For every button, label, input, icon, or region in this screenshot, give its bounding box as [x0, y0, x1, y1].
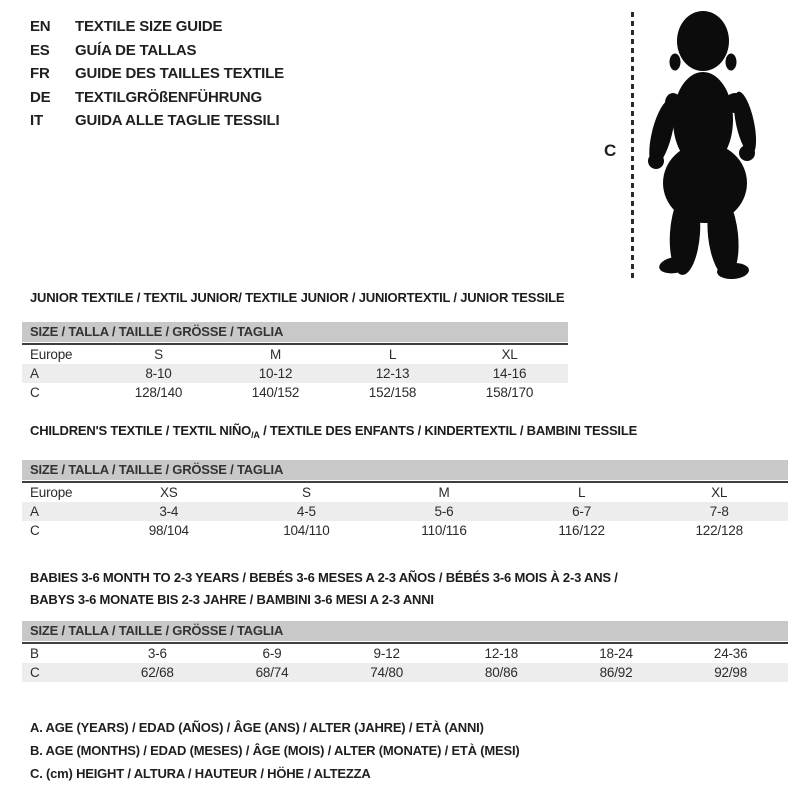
- lang-row-it: [30, 109, 284, 133]
- guide-title: GUÍA DE TALLAS: [75, 41, 197, 59]
- junior-size-table: [22, 322, 568, 402]
- babies-title-line2: BABYS 3-6 MONATE BIS 2-3 JAHRE / BAMBINI 3-6 MESI A 2-3 ANNI: [30, 592, 434, 607]
- table-cell: 104/110: [283, 523, 330, 538]
- row-label: C: [30, 385, 40, 400]
- guide-title: TEXTILE SIZE GUIDE: [75, 18, 223, 35]
- children-title-sub: /A: [251, 430, 260, 440]
- table-row-height: [22, 663, 788, 682]
- language-title-block: [30, 15, 284, 133]
- babies-title-line1: BABIES 3-6 MONTH TO 2-3 YEARS / BEBÉS 3-6 MESES A 2-3 AÑOS / BÉBÉS 3-6 MOIS À 2-3 ANS /: [30, 570, 618, 585]
- table-cell: 4-5: [296, 504, 316, 519]
- junior-section-title: JUNIOR TEXTILE / TEXTIL JUNIOR/ TEXTILE JUNIOR / JUNIORTEXTIL / JUNIOR TESSILE: [30, 290, 565, 305]
- table-cell: 128/140: [134, 385, 183, 400]
- table-cell: 10-12: [258, 366, 293, 381]
- table-cell: 6-9: [262, 646, 282, 661]
- lang-code: FR: [30, 65, 50, 82]
- table-cell: 80/86: [484, 665, 518, 680]
- children-title-post: / TEXTILE DES ENFANTS / KINDERTEXTIL / BAMBINI TESSILE: [259, 423, 638, 438]
- table-cell: S: [154, 347, 163, 362]
- table-cell: 62/68: [140, 665, 174, 680]
- table-cell: 122/128: [695, 523, 743, 538]
- table-cell: 9-12: [373, 646, 400, 661]
- table-cell: 24-36: [713, 646, 748, 661]
- table-row-height: [22, 521, 788, 540]
- babies-size-table: [22, 621, 788, 682]
- lang-code: IT: [30, 112, 43, 129]
- lang-row-de: [30, 86, 284, 110]
- table-cell: 5-6: [434, 504, 454, 519]
- guide-title: GUIDA ALLE TAGLIE TESSILI: [75, 112, 280, 129]
- table-row-europe: [22, 483, 788, 502]
- table-cell: 7-8: [709, 504, 729, 519]
- row-label: A: [30, 366, 39, 381]
- table-cell: XL: [501, 347, 518, 362]
- table-cell: 140/152: [251, 385, 300, 400]
- lang-code: EN: [30, 18, 51, 35]
- children-title-pre: CHILDREN'S TEXTILE / TEXTIL NIÑO: [30, 423, 252, 438]
- table-cell: 8-10: [145, 366, 172, 381]
- table-row-europe: [22, 345, 568, 364]
- table-cell: L: [388, 347, 397, 362]
- table-cell: M: [438, 485, 450, 500]
- table-cell: XL: [711, 485, 728, 500]
- table-cell: 158/170: [485, 385, 534, 400]
- row-label: C: [30, 523, 40, 538]
- lang-code: ES: [30, 41, 50, 59]
- table-cell: 6-7: [572, 504, 592, 519]
- table-cell: 116/122: [558, 523, 605, 538]
- guide-title: TEXTILGRÖßENFÜHRUNG: [75, 88, 263, 106]
- table-row-height: [22, 383, 568, 402]
- children-section-title: [30, 423, 637, 440]
- table-cell: 86/92: [599, 665, 633, 680]
- table-cell: 98/104: [148, 523, 189, 538]
- legend-age-months: B. AGE (MONTHS) / EDAD (MESES) / ÂGE (MOIS) / ALTER (MONATE) / ETÀ (MESI): [30, 743, 520, 758]
- table-cell: XS: [159, 485, 178, 500]
- row-label: C: [30, 665, 40, 680]
- toddler-silhouette: [645, 8, 761, 282]
- table-row-age: [22, 502, 788, 521]
- table-cell: M: [269, 347, 282, 362]
- lang-row-en: [30, 15, 284, 39]
- row-label: B: [30, 646, 39, 661]
- measure-legend: [30, 716, 520, 785]
- table-cell: 18-24: [599, 646, 633, 661]
- row-label: A: [30, 504, 39, 519]
- row-label: Europe: [30, 347, 73, 362]
- size-header-bar: SIZE / TALLA / TAILLE / GRÖSSE / TAGLIA: [22, 322, 568, 342]
- size-header-bar: SIZE / TALLA / TAILLE / GRÖSSE / TAGLIA: [22, 621, 788, 641]
- legend-age-years: A. AGE (YEARS) / EDAD (AÑOS) / ÂGE (ANS) / ALTER (JAHRE) / ETÀ (ANNI): [30, 720, 484, 735]
- babies-section-title: [30, 567, 618, 611]
- table-cell: 92/98: [714, 665, 748, 680]
- table-cell: 110/116: [421, 523, 467, 538]
- table-cell: 3-6: [147, 646, 167, 661]
- lang-code: DE: [30, 88, 51, 106]
- table-cell: S: [301, 485, 311, 500]
- legend-height-cm: C. (cm) HEIGHT / ALTURA / HAUTEUR / HÖHE / ALTEZZA: [30, 766, 371, 781]
- table-cell: 12-13: [375, 366, 410, 381]
- row-label: Europe: [30, 485, 73, 500]
- table-cell: 12-18: [484, 646, 519, 661]
- table-row-age: [22, 364, 568, 383]
- table-cell: 14-16: [492, 366, 527, 381]
- height-dashed-line: [631, 12, 634, 278]
- guide-title: GUIDE DES TAILLES TEXTILE: [75, 65, 284, 82]
- lang-row-es: [30, 39, 284, 63]
- table-cell: 3-4: [159, 504, 179, 519]
- table-row-months: [22, 644, 788, 663]
- table-cell: L: [577, 485, 586, 500]
- size-header-bar: SIZE / TALLA / TAILLE / GRÖSSE / TAGLIA: [22, 460, 788, 480]
- lang-row-fr: [30, 62, 284, 86]
- table-cell: 152/158: [368, 385, 417, 400]
- table-cell: 68/74: [255, 665, 289, 680]
- table-cell: 74/80: [370, 665, 404, 680]
- children-size-table: [22, 460, 788, 540]
- height-measure-label: C: [604, 141, 617, 160]
